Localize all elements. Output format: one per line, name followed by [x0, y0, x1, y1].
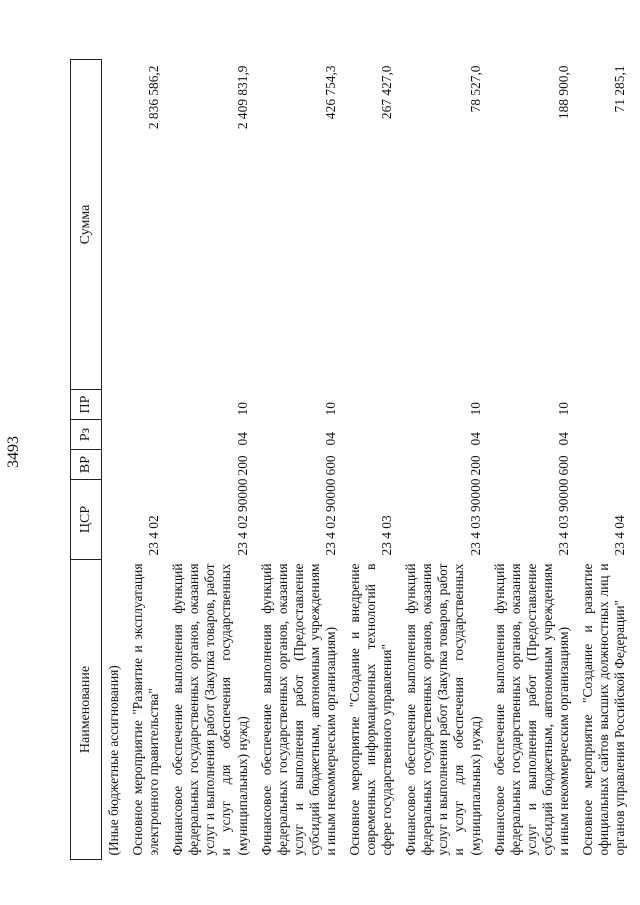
- row-pr: [576, 390, 632, 420]
- row-vr: 200: [234, 455, 250, 476]
- table-row: [102, 60, 127, 860]
- row-vr: [126, 450, 166, 480]
- table-row: [255, 60, 343, 860]
- row-pr: [126, 390, 166, 420]
- header-rz: Рз: [71, 420, 102, 450]
- row-sum: 2 836 586,2: [146, 65, 162, 130]
- row-csr: 23 4 03 90000: [467, 478, 483, 556]
- header-csr: ЦСР: [71, 480, 102, 560]
- row-pr: 10: [467, 402, 483, 416]
- row-name: Основное мероприятие "Создание и внедрение современных информационных технологий в сфере государственного управления": [347, 563, 395, 856]
- row-rz: 04: [467, 432, 483, 446]
- row-sum: 188 900,0: [555, 65, 571, 120]
- row-sum: 2 409 831,9: [234, 65, 250, 130]
- row-name: Финансовое обеспечение выполнения функций федеральных государственных органов, оказания услуг и выполнения работ (Закупка товаров, работ и услуг для обеспечения государственных (муниципальных) нужд): [403, 563, 483, 856]
- row-vr: 600: [555, 455, 571, 476]
- table-row: [343, 60, 399, 860]
- row-name: Основное мероприятие "Создание и развитие официальных сайтов высших должностных лиц и органов управления Российской Федерации": [580, 563, 628, 856]
- row-csr: 23 4 02 90000: [234, 478, 250, 556]
- budget-table: [70, 59, 632, 860]
- row-pr: 10: [234, 402, 250, 416]
- row-csr: [102, 480, 127, 560]
- row-name: Финансовое обеспечение выполнения функций федеральных государственных органов, оказания услуг и выполнения работ (Закупка товаров, работ и услуг для обеспечения государственных (муниципальных) нужд): [170, 563, 250, 856]
- row-csr: 23 4 04: [612, 515, 628, 556]
- table-header-row: [71, 60, 102, 860]
- row-vr: [102, 450, 127, 480]
- header-name: Наименование: [71, 560, 102, 860]
- header-pr: ПР: [71, 390, 102, 420]
- row-sum: 426 754,3: [322, 65, 338, 120]
- rotated-page-content: [70, 60, 628, 860]
- row-sum: 71 285,1: [612, 65, 628, 113]
- table-row: [399, 60, 487, 860]
- row-sum: 267 427,0: [379, 65, 395, 120]
- row-csr: 23 4 02: [146, 515, 162, 556]
- row-rz: 04: [555, 432, 571, 446]
- row-pr: 10: [555, 402, 571, 416]
- row-rz: [126, 420, 166, 450]
- row-csr: 23 4 03: [379, 515, 395, 556]
- row-vr: [343, 450, 399, 480]
- row-rz: [576, 420, 632, 450]
- table-row: [126, 60, 166, 860]
- row-rz: [102, 420, 127, 450]
- row-pr: [343, 390, 399, 420]
- row-pr: [102, 390, 127, 420]
- header-sum: Сумма: [71, 60, 102, 390]
- row-vr: [576, 450, 632, 480]
- row-rz: 04: [234, 432, 250, 446]
- row-sum: [102, 60, 127, 390]
- row-name: Финансовое обеспечение выполнения функций федеральных государственных органов, оказания услуг и выполнения работ (Предоставление субсидий бюджетным, автономным учреждениям и иным некоммерческим организациям): [491, 563, 571, 856]
- row-pr: 10: [322, 402, 338, 416]
- header-vr: ВР: [71, 450, 102, 480]
- table-row: [166, 60, 254, 860]
- row-vr: 600: [322, 455, 338, 476]
- row-rz: [343, 420, 399, 450]
- table-row: [576, 60, 632, 860]
- page-number: 3493: [5, 436, 22, 468]
- row-sum: 78 527,0: [467, 65, 483, 113]
- table-row: [488, 60, 576, 860]
- row-name: Основное мероприятие "Развитие и эксплуатация электронного правительства": [130, 563, 162, 856]
- row-csr: 23 4 03 90000: [555, 478, 571, 556]
- row-vr: 200: [467, 455, 483, 476]
- row-name: Финансовое обеспечение выполнения функций федеральных государственных органов, оказания услуг и выполнения работ (Предоставление субсидий бюджетным, автономным учреждениям и иным некоммерческим организациям): [258, 563, 338, 856]
- row-csr: 23 4 02 90000: [322, 478, 338, 556]
- row-rz: 04: [322, 432, 338, 446]
- row-name: (Иные бюджетные ассигнования): [106, 665, 121, 856]
